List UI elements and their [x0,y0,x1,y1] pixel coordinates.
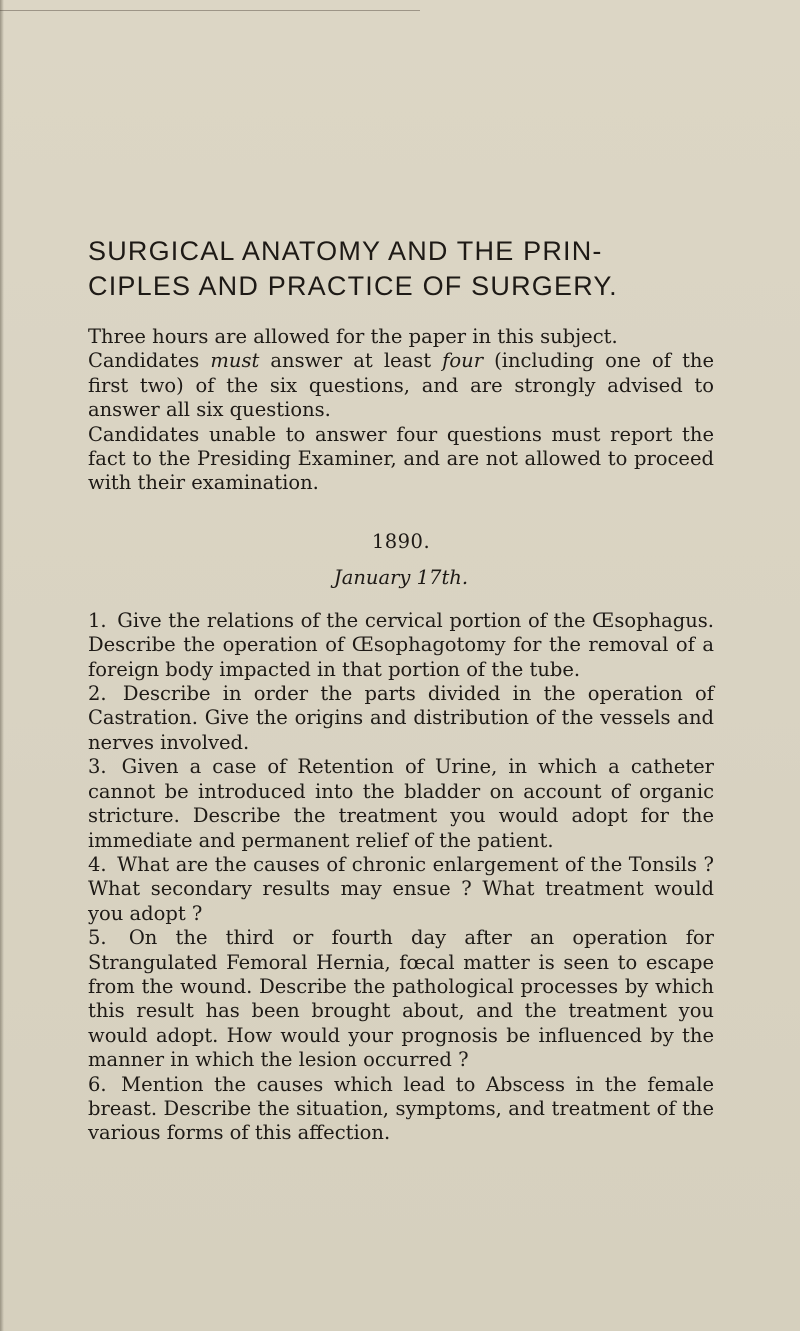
question-5 [88,926,714,1072]
question-text: Give the relations of the cervical portion of the Œsophagus. Describe the operation of Œsophagotomy for the removal of a foreign body impacted in that portion of the tube. [88,608,714,681]
question-3 [88,755,714,853]
question-text: What are the causes of chronic enlargement of the Tonsils ? What secondary results may ensue ? What treatment would you adopt ? [88,852,714,925]
question-2 [88,682,714,755]
title-line-2: CIPLES AND PRACTICE OF SURGERY. [88,271,618,301]
question-number: 1. [88,608,107,632]
question-4 [88,853,714,926]
exam-content [88,234,714,1146]
question-text: On the third or fourth day after an operation for Strangulated Femoral Hernia, fœcal matter is seen to escape from the wound. Describe the pathological processes by which this result has been brought about, and the treatment you would adopt. How would your prognosis be influenced by the manner in which the lesion occurred ? [88,926,714,1072]
question-number: 2. [88,682,107,706]
page-title [88,234,714,304]
instruction-requirements [88,349,714,422]
question-6 [88,1073,714,1146]
question-text: Mention the causes which lead to Abscess in the female breast. Describe the situation, symptoms, and treatment of the various forms of this affection. [88,1072,714,1145]
question-number: 6. [88,1072,107,1096]
instruction-emphasis-must: must [210,349,260,373]
question-number: 5. [88,926,107,950]
title-line-1: SURGICAL ANATOMY AND THE PRIN- [88,236,603,266]
instructions [88,325,714,496]
question-text: Given a case of Retention of Urine, in which a catheter cannot be introduced into the bladder on account of organic stricture. Describe the treatment you would adopt for the immediate and permanent relief of the patient. [88,755,714,852]
page-edge-shadow [0,0,4,1331]
question-list [88,609,714,1146]
question-number: 4. [88,852,107,876]
instruction-emphasis-four: four [442,349,484,373]
exam-date: January 17th. [333,565,469,589]
top-rule [0,10,420,11]
question-number: 3. [88,755,107,779]
question-1 [88,609,714,682]
instruction-report: Candidates unable to answer four questions must report the fact to the Presiding Examiner, and are not allowed to proceed with their examination. [88,422,714,495]
instruction-text: answer at least [259,349,443,373]
instruction-text: Candidates [88,349,211,373]
exam-year: 1890. [371,529,431,553]
question-text: Describe in order the parts divided in the operation of Castration. Give the origins and distribution of the vessels and nerves involved. [88,682,714,754]
instruction-time: Three hours are allowed for the paper in this subject. [88,325,618,348]
instruction-text: (including one of the first two) of the six questions, and are strongly advised to answer all six questions. [88,349,715,422]
